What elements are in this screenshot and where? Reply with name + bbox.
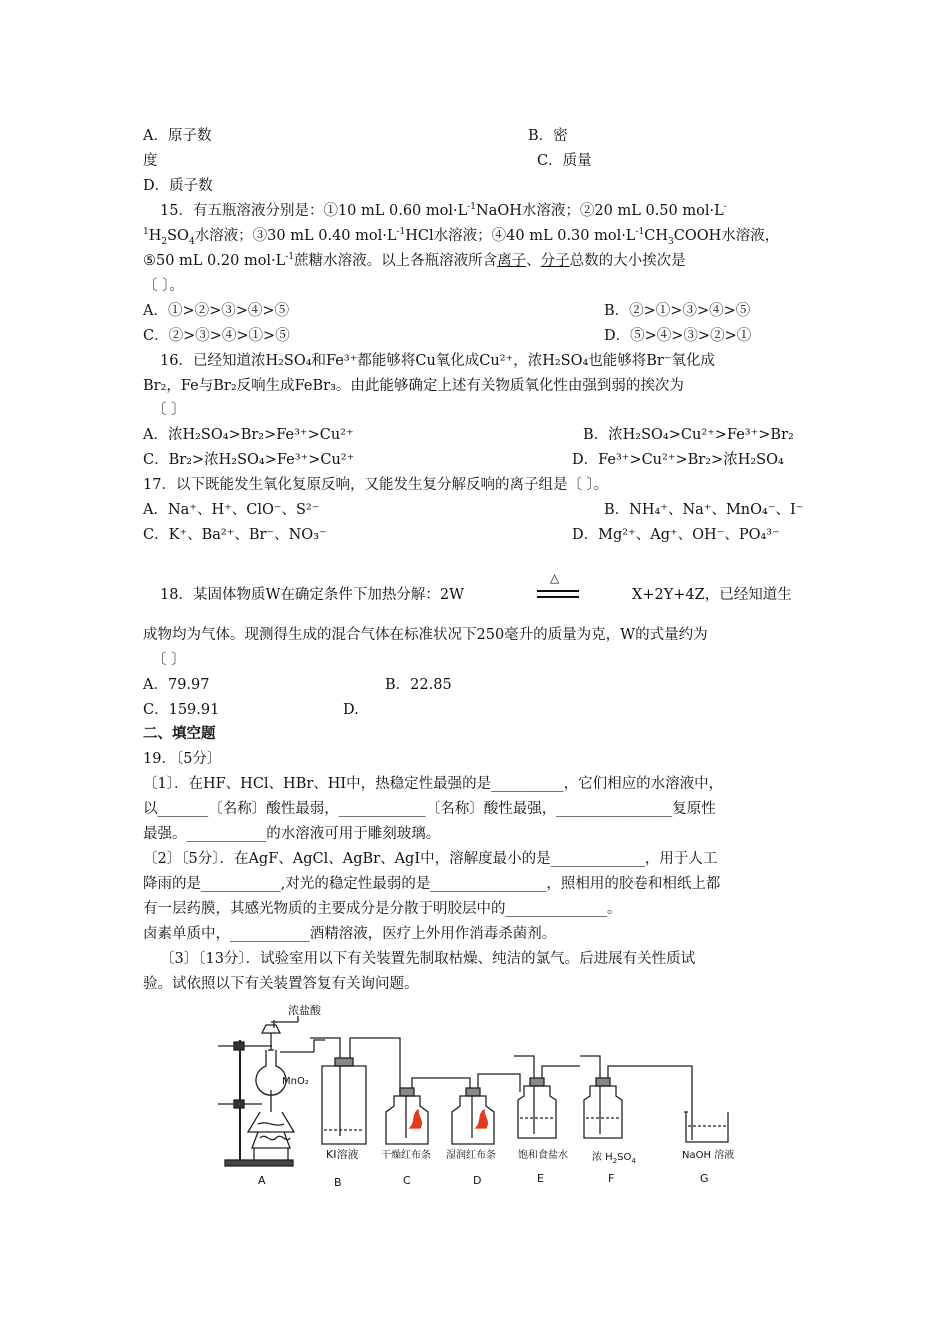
apparatus-e-brine bbox=[514, 1056, 580, 1138]
apparatus-f-h2so4 bbox=[580, 1056, 656, 1138]
q15-option-a: A．①>②>③>④>⑤ bbox=[143, 303, 290, 319]
equals-line-bottom bbox=[537, 596, 579, 598]
q19-p2-line1: 〔2〕〔5分〕．在AgF、AgCl、AgBr、AgI中，溶解度最小的是_____________，用于人工 bbox=[143, 851, 718, 867]
q19-p3-line2: 验。试依照以下有关装置答复有关询问题。 bbox=[143, 976, 419, 992]
q16-option-d: D．Fe³⁺>Cu²⁺>Br₂>浓H₂SO₄ bbox=[572, 452, 784, 468]
q14-option-b: B．密 bbox=[528, 128, 568, 144]
apparatus-g-naoh-beaker bbox=[656, 1066, 728, 1142]
label-h2so4: 浓 $H_2SO_4$ bbox=[592, 1152, 636, 1165]
label-letter-d: D bbox=[473, 1174, 482, 1187]
q16-answer-paren: 〔 〕 bbox=[152, 402, 186, 418]
q16-option-b: B．浓H₂SO₄>Cu²⁺>Fe³⁺>Br₂ bbox=[583, 427, 794, 443]
q16-option-c: C．Br₂>浓H₂SO₄>Fe³⁺>Cu²⁺ bbox=[143, 452, 355, 468]
label-letter-f: F bbox=[608, 1172, 615, 1185]
q14-option-a: A．原子数 bbox=[143, 128, 212, 144]
label-letter-c: C bbox=[403, 1174, 411, 1187]
label-letter-g: G bbox=[700, 1172, 709, 1185]
q18-option-c: C．159.91 bbox=[143, 702, 220, 718]
q18-line2: 成物均为气体。现测得生成的混合气体在标准状况下250毫升的质量为克，W的式量约为 bbox=[143, 627, 708, 643]
q18-option-d: D. bbox=[343, 702, 359, 718]
label-hcl: 浓盐酸 bbox=[288, 1004, 321, 1017]
label-dry-strip: 干燥红布条 bbox=[381, 1150, 431, 1161]
q17-option-d: D．Mg²⁺、Ag⁺、OH⁻、PO₄³⁻ bbox=[572, 527, 780, 543]
apparatus-b-ki-bottle bbox=[322, 1038, 400, 1144]
apparatus-a-generator bbox=[218, 1016, 314, 1166]
q19-p2-line2: 降雨的是___________,对光的稳定性最弱的是________________，照相用的胶卷和相纸上都 bbox=[143, 876, 721, 892]
q15-option-b: B．②>①>③>④>⑤ bbox=[604, 303, 751, 319]
q15-answer-paren: 〔 〕。 bbox=[143, 278, 184, 294]
q14-option-b-cont: 度 bbox=[143, 153, 158, 169]
equals-line-top bbox=[537, 590, 579, 592]
label-ki: KI溶液 bbox=[326, 1148, 359, 1161]
q15-option-d: D．⑤>④>③>②>① bbox=[604, 328, 752, 344]
q19-p2-line4: 卤素单质中，___________酒精溶液，医疗上外用作消毒杀菌剂。 bbox=[143, 926, 557, 942]
q18-answer-paren: 〔 〕 bbox=[152, 652, 186, 668]
q15-line1: 15．有五瓶溶液分别是：①10 mL 0.60 $mol\cdot L^{-1}NaOH$水溶液；②20 mL 0.50 mol·L- bbox=[160, 202, 727, 219]
label-letter-a: A bbox=[258, 1174, 266, 1187]
q19-p3-line1: 〔3〕〔13分〕．试验室用以下有关装置先制取枯燥、纯洁的氯气。后进展有关性质试 bbox=[160, 951, 696, 967]
q14-option-d: D．质子数 bbox=[143, 178, 213, 194]
q17-option-b: B．NH₄⁺、Na⁺、MnO₄⁻、I⁻ bbox=[604, 502, 804, 518]
label-letter-e: E bbox=[537, 1172, 544, 1185]
q17-line1: 17．以下既能发生氧化复原反响，又能发生复分解反响的离子组是〔 〕。 bbox=[143, 477, 609, 493]
section-heading: 二、填空题 bbox=[143, 726, 216, 742]
q19-heading: 19．〔5分〕 bbox=[143, 751, 222, 767]
label-mno2: MnO₂ bbox=[282, 1076, 309, 1087]
q15-option-c: C．②>③>④>①>⑤ bbox=[143, 328, 290, 344]
apparatus-d-wet-cloth bbox=[452, 1074, 520, 1144]
q18-line1-b: X+2Y+4Z，已经知道生 bbox=[632, 587, 792, 603]
q18-option-b: B．22.85 bbox=[385, 677, 452, 693]
q17-option-c: C．K⁺、Ba²⁺、Br⁻、NO₃⁻ bbox=[143, 527, 327, 543]
q19-p1-line1: 〔1〕．在HF、HCl、HBr、HI中，热稳定性最强的是__________，它们相应的水溶液中， bbox=[143, 776, 724, 792]
q18-option-a: A．79.97 bbox=[143, 677, 210, 693]
q15-line2: $^1H_2SO_4$水溶液；③30 mL 0.40 $mol\cdot L^{-1}HCl$水溶液；④40 mL 0.30 $mol\cdot L^{-1}CH_3COOH$水溶液， bbox=[143, 227, 780, 247]
q19-p2-line3: 有一层药膜，其感光物质的主要成分是分散于明胶层中的______________。 bbox=[143, 901, 622, 917]
q19-p1-line2: 以_______〔名称〕酸性最弱，____________〔名称〕酸性最强，________________复原性 bbox=[143, 801, 716, 817]
label-brine: 饱和食盐水 bbox=[518, 1150, 568, 1161]
label-naoh: NaOH 溶液 bbox=[682, 1150, 735, 1161]
apparatus-c-dry-cloth bbox=[386, 1078, 470, 1144]
heat-delta-icon: △ bbox=[550, 571, 560, 585]
q18-line1-a: 18．某固体物质W在确定条件下加热分解：2W bbox=[160, 587, 464, 603]
q15-line3: ⑤50 mL 0.20 $mol\cdot L^{-1}$蔗糖水溶液。以上各瓶溶液所含离子、分子总数的大小挨次是 bbox=[143, 252, 686, 269]
label-wet-strip: 湿润红布条 bbox=[446, 1150, 496, 1161]
q16-line2: Br₂，Fe与Br₂反响生成FeBr₃。由此能够确定上述有关物质氧化性由强到弱的挨次为 bbox=[143, 378, 684, 394]
q17-option-a: A．Na⁺、H⁺、ClO⁻、S²⁻ bbox=[143, 502, 320, 518]
q14-option-c: C．质量 bbox=[537, 153, 592, 169]
q16-option-a: A．浓H₂SO₄>Br₂>Fe³⁺>Cu²⁺ bbox=[143, 427, 354, 443]
label-letter-b: B bbox=[334, 1176, 342, 1189]
q16-line1: 16．已经知道浓H₂SO₄和Fe³⁺都能够将Cu氧化成Cu²⁺，浓H₂SO₄也能够将Br⁻氧化成 bbox=[160, 353, 716, 369]
apparatus-diagram bbox=[210, 1000, 750, 1195]
q19-p1-line3: 最强。___________的水溶液可用于雕刻玻璃。 bbox=[143, 826, 441, 842]
